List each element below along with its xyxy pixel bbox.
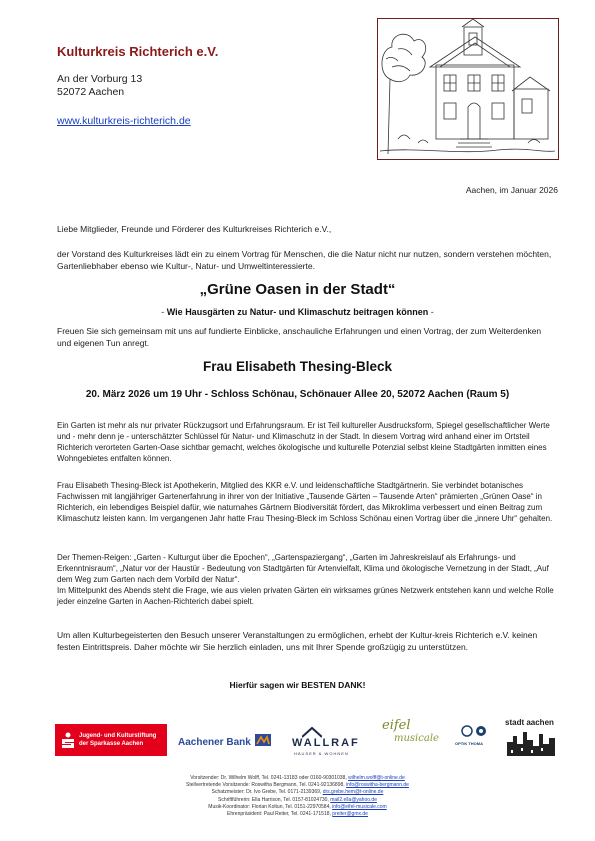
eifel-text: eifel — [382, 718, 411, 733]
letter-date: Aachen, im Januar 2026 — [465, 185, 558, 195]
subtitle-dash-left: - — [161, 307, 167, 317]
footer-vice-chair-text: Stellvertretende Vorsitzende: Roswitha Bergmann, Tel. 0241-92136898, — [186, 782, 347, 789]
footer-treasurer-text: Schatzmeister: Dr. Ivo Grebe, Tel. 0171-2139369, — [211, 789, 323, 796]
subtitle-text: Wie Hausgärten zu Natur- und Klimaschutz beitragen können — [166, 307, 429, 317]
event-details: 20. März 2026 um 19 Uhr - Schloss Schönau, Schönauer Allee 20, 52072 Aachen (Raum 5) — [85, 389, 510, 400]
footer-treasurer-email[interactable]: drs.grebe.hem@t-online.de — [322, 789, 384, 796]
sparkasse-line1: Jugend- und Kulturstiftung — [79, 733, 157, 739]
lecture-subtitle — [0, 307, 595, 317]
sparkasse-line2: der Sparkasse Aachen — [79, 740, 144, 747]
footer-line-vice-chair — [0, 782, 595, 789]
footer-chair-email[interactable]: wilhelm.wolff@t-online.de — [348, 775, 405, 781]
donation-paragraph: Um allen Kulturbegeisterten den Besuch unserer Veranstaltungen zu ermöglichen, erhebt der Kultur-kreis Richterich e.V. keinen festen Eintrittspreis. Daher möchte wir Sie herzlich einladen, uns mit Ihrer Spende großzügig zu unterstützen. — [57, 630, 538, 652]
speaker-name: Frau Elisabeth Thesing-Bleck — [202, 359, 393, 374]
organization-name: Kulturkreis Richterich e.V. — [57, 44, 219, 59]
topics-list-text: Der Themen-Reigen: „Garten - Kulturgut über die Epochen“, „Gartenspaziergang“, „Garten im Jahreskreislauf als Erfahrungs- und Erkenntnisraum“, „Natur vor der Haustür - Bedeutung von Stadtgärten für Artenvielfalt, Klima und ökologische Vernetzung in der Stadt, „Auf dem Weg zum Garten nach dem Vorbild der Natur“. — [57, 553, 549, 584]
subtitle-dash-right: - — [428, 307, 434, 317]
board-contacts-footer — [0, 775, 595, 818]
footer-line-music — [0, 804, 595, 811]
optik-thoma-logo — [455, 724, 495, 754]
speaker-bio-paragraph: Frau Elisabeth Thesing-Bleck ist Apothekerin, Mitglied des KKR e.V. und leidenschaftliche Stadtgärtnerin. Sie verbindet botanisches Fachwissen mit langjähriger Gartenerfahrung in ihrer von der Initiative „Tausende Gärten – Tausende Arten“ prämierten „Grünen Oase“ in Richterich, ein lebendiges Beispiel dafür, wie naturnahes Gärtnern Biodiversität fördert, das Mikroklima verbessert und einen Beitrag zum Klimaschutz leisten kann. Im vergangenen Jahr hatte Frau Thesing-Bleck im Schloss Schönau einen Vortrag über die „innere Uhr“ gehalten. — [57, 481, 553, 523]
description-paragraph: Ein Garten ist mehr als nur privater Rückzugsort und Erfahrungsraum. Er ist Teil kultureller Ausdrucksform, Spiegel gesellschaftlicher Werte und - mehr denn je - unterschätzter Schlüssel für Natur- und Klimaschutz in der Stadt. In diesem Vortrag wird anhand einer im Ortsteil Richterich verorteten Garten-Oase sichtbar gemacht, welches ökologische und kulturelle Potenzial selbst kleine Stadtgärten inmitten eines Wohngebietes entfalten können. — [57, 421, 550, 463]
aachener-bank-text: Aachener Bank — [178, 737, 251, 748]
glasses-icon — [458, 724, 492, 738]
invite-paragraph: Freuen Sie sich gemeinsam mit uns auf fundierte Einblicke, anschauliche Erfahrungen und einen Vortrag, der zum Weiterdenken und eigenen Tun anregt. — [57, 326, 542, 348]
sponsor-logos — [55, 718, 560, 768]
stadt-aachen-logo — [505, 718, 561, 758]
website-link[interactable]: www.kulturkreis-richterich.de — [57, 115, 191, 127]
footer-music-text: Musik-Koordinator: Florian Koltun, Tel. 0151-22970584, — [208, 803, 333, 810]
address-city: 52072 Aachen — [57, 86, 125, 98]
footer-secretary-email[interactable]: mail2.ella@yahoo.de — [330, 796, 377, 803]
intro-paragraph: der Vorstand des Kulturkreises lädt ein zu einem Vortrag für Menschen, die die Natur nicht nur nutzen, sondern verstehen möchten, Gartenliebhaber ebenso wie Kultur-, Natur- und Umweltinteressierte. — [57, 249, 552, 271]
lecture-title: „Grüne Oasen in der Stadt“ — [199, 281, 396, 298]
footer-vice-chair-email[interactable]: info@roswitha-bergmann.de — [346, 782, 409, 789]
eifel-musicale-logo — [380, 718, 448, 752]
footer-secretary-text: Schriftführerin: Ella Harrison, Tel. 0157-81024730, — [218, 796, 331, 803]
topics-paragraph — [57, 552, 557, 607]
wallraf-sub-text: HÄUSER & WOHNEN — [294, 751, 349, 756]
sparkasse-s-icon — [61, 732, 75, 748]
wallraf-text: WALLRAF — [292, 737, 360, 749]
address-street: An der Vorburg 13 — [57, 73, 143, 85]
musicale-text: musicale — [394, 733, 439, 744]
building-sketch-logo — [377, 18, 559, 160]
footer-line-secretary — [0, 797, 595, 804]
footer-line-treasurer — [0, 789, 595, 796]
city-skyline-icon — [507, 730, 559, 756]
optik-text: OPTIK THOMA — [455, 741, 483, 746]
building-sketch-icon — [378, 19, 557, 158]
focus-text: Im Mittelpunkt des Abends steht die Frage, wie aus vielen privaten Gärten ein wirksames grünes Netzwerk entstehen kann und welche Rolle jeder einzelne Garten in Aachen-Richterich dabei spielt. — [57, 586, 554, 606]
sparkasse-logo — [55, 724, 167, 756]
footer-honorary-email[interactable]: preiter@gmx.de — [332, 811, 368, 818]
stadt-aachen-text: stadt aachen — [505, 718, 554, 727]
thanks-line: Hierfür sagen wir BESTEN DANK! — [229, 680, 366, 690]
footer-honorary-text: Ehrenpräsident: Paul Reiter, Tel. 0241-171518, — [227, 811, 333, 818]
aachener-bank-logo — [178, 732, 271, 750]
footer-chair-text: Vorsitzender: Dr. Wilhelm Wolff, Tel. 0241-13183 oder 0160-90301038, — [190, 775, 349, 781]
greeting: Liebe Mitglieder, Freunde und Förderer des Kulturkreises Richterich e.V., — [57, 224, 332, 234]
bank-mark-icon — [255, 734, 271, 746]
footer-line-chair — [0, 775, 595, 782]
footer-music-email[interactable]: info@eifel-musicale.com — [332, 803, 387, 810]
footer-line-honorary — [0, 811, 595, 818]
